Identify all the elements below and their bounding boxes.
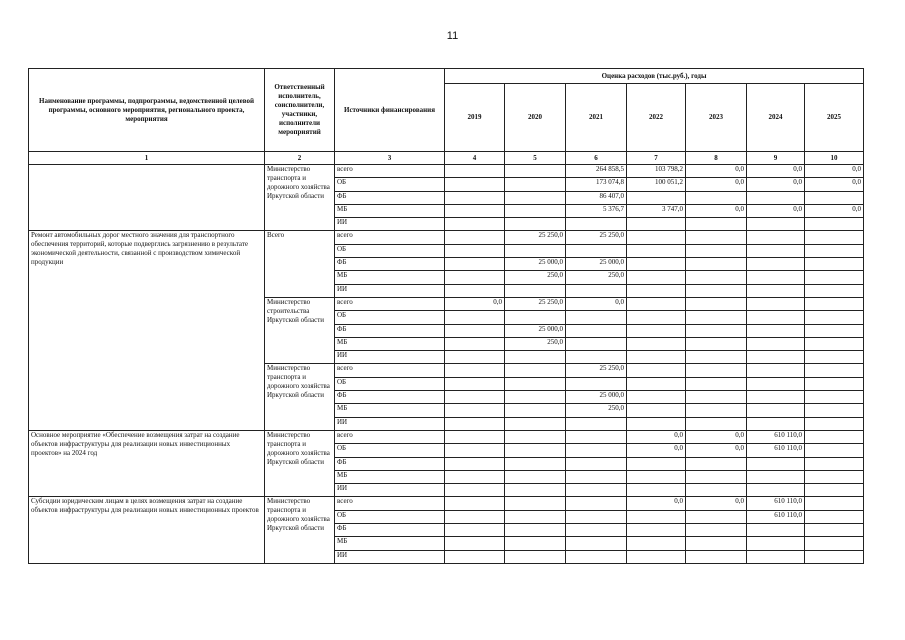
value-cell	[566, 524, 627, 537]
table-row	[29, 430, 864, 443]
table-header	[29, 69, 864, 165]
value-cell	[445, 404, 505, 417]
value-cell: 610 110,0	[747, 497, 805, 510]
value-cell: 0,0	[805, 178, 864, 191]
value-cell	[686, 417, 747, 430]
value-cell	[627, 191, 686, 204]
column-number: 7	[627, 152, 686, 165]
funding-source-cell: ФБ	[335, 258, 445, 271]
funding-source-cell: ФБ	[335, 324, 445, 337]
executor-cell: Министерство транспорта и дорожного хозяйства Иркутской области	[265, 165, 335, 231]
value-cell: 264 858,5	[566, 165, 627, 178]
value-cell	[505, 444, 566, 457]
value-cell	[627, 457, 686, 470]
value-cell	[445, 324, 505, 337]
value-cell	[805, 218, 864, 231]
value-cell: 25 000,0	[566, 391, 627, 404]
value-cell	[627, 364, 686, 377]
column-number: 9	[747, 152, 805, 165]
value-cell	[747, 351, 805, 364]
value-cell: 250,0	[505, 271, 566, 284]
value-cell	[805, 231, 864, 244]
value-cell	[445, 165, 505, 178]
column-number: 2	[265, 152, 335, 165]
executor-cell: Министерство транспорта и дорожного хозяйства Иркутской области	[265, 364, 335, 430]
value-cell	[505, 311, 566, 324]
value-cell: 173 074,8	[566, 178, 627, 191]
value-cell: 0,0	[686, 165, 747, 178]
funding-source-cell: всего	[335, 430, 445, 443]
value-cell	[686, 377, 747, 390]
value-cell	[747, 231, 805, 244]
value-cell	[627, 391, 686, 404]
value-cell: 0,0	[566, 297, 627, 310]
value-cell	[747, 271, 805, 284]
value-cell: 0,0	[686, 444, 747, 457]
value-cell	[805, 497, 864, 510]
value-cell	[627, 550, 686, 563]
value-cell	[445, 537, 505, 550]
value-cell: 0,0	[445, 297, 505, 310]
value-cell	[805, 258, 864, 271]
value-cell	[627, 231, 686, 244]
value-cell	[445, 204, 505, 217]
value-cell	[686, 258, 747, 271]
value-cell: 0,0	[686, 497, 747, 510]
value-cell	[805, 524, 864, 537]
value-cell	[505, 550, 566, 563]
value-cell	[627, 337, 686, 350]
value-cell	[445, 417, 505, 430]
value-cell	[805, 191, 864, 204]
value-cell	[686, 391, 747, 404]
value-cell	[686, 537, 747, 550]
page-number: 11	[446, 30, 459, 42]
value-cell	[566, 470, 627, 483]
program-name-cell: Ремонт автомобильных дорог местного значения для транспортного обеспечения территорий, которые подверглись загрязнению в результате экономической деятельности, связанной с производством химической продукции	[29, 231, 265, 430]
header-year: 2025	[805, 84, 864, 152]
value-cell: 610 110,0	[747, 430, 805, 443]
value-cell	[566, 311, 627, 324]
value-cell	[747, 297, 805, 310]
value-cell	[747, 191, 805, 204]
column-number: 4	[445, 152, 505, 165]
value-cell: 250,0	[566, 404, 627, 417]
funding-source-cell: ИИ	[335, 550, 445, 563]
value-cell: 0,0	[686, 204, 747, 217]
value-cell: 0,0	[805, 165, 864, 178]
value-cell	[445, 271, 505, 284]
value-cell	[627, 351, 686, 364]
value-cell	[505, 364, 566, 377]
value-cell: 5 376,7	[566, 204, 627, 217]
value-cell: 0,0	[627, 444, 686, 457]
value-cell	[505, 470, 566, 483]
value-cell	[747, 377, 805, 390]
funding-source-cell: МБ	[335, 404, 445, 417]
value-cell	[627, 510, 686, 523]
funding-source-cell: МБ	[335, 337, 445, 350]
header-year: 2023	[686, 84, 747, 152]
value-cell	[627, 218, 686, 231]
value-cell	[505, 244, 566, 257]
value-cell	[805, 351, 864, 364]
value-cell	[805, 430, 864, 443]
column-number-row	[29, 152, 864, 165]
value-cell	[805, 470, 864, 483]
value-cell	[445, 510, 505, 523]
funding-source-cell: ИИ	[335, 484, 445, 497]
value-cell	[566, 430, 627, 443]
budget-table	[28, 68, 864, 564]
value-cell	[505, 457, 566, 470]
value-cell	[747, 417, 805, 430]
value-cell	[747, 324, 805, 337]
value-cell	[805, 297, 864, 310]
value-cell	[566, 218, 627, 231]
value-cell	[747, 457, 805, 470]
header-year: 2020	[505, 84, 566, 152]
value-cell	[686, 351, 747, 364]
value-cell	[686, 510, 747, 523]
funding-source-cell: всего	[335, 364, 445, 377]
value-cell	[505, 165, 566, 178]
funding-source-cell: ОБ	[335, 244, 445, 257]
value-cell: 25 250,0	[505, 297, 566, 310]
value-cell	[505, 191, 566, 204]
value-cell	[505, 524, 566, 537]
value-cell	[505, 178, 566, 191]
funding-source-cell: ИИ	[335, 284, 445, 297]
value-cell: 25 000,0	[566, 258, 627, 271]
value-cell	[505, 218, 566, 231]
funding-source-cell: ОБ	[335, 444, 445, 457]
value-cell: 0,0	[747, 165, 805, 178]
value-cell	[686, 244, 747, 257]
value-cell	[445, 311, 505, 324]
funding-source-cell: ОБ	[335, 377, 445, 390]
value-cell	[505, 204, 566, 217]
value-cell	[445, 178, 505, 191]
value-cell	[805, 444, 864, 457]
funding-source-cell: всего	[335, 297, 445, 310]
value-cell	[747, 537, 805, 550]
value-cell	[686, 550, 747, 563]
value-cell	[566, 484, 627, 497]
value-cell	[566, 337, 627, 350]
value-cell	[505, 510, 566, 523]
value-cell: 3 747,0	[627, 204, 686, 217]
table-row	[29, 165, 864, 178]
value-cell	[747, 337, 805, 350]
value-cell	[747, 284, 805, 297]
value-cell	[566, 377, 627, 390]
funding-source-cell: ФБ	[335, 457, 445, 470]
value-cell: 0,0	[686, 178, 747, 191]
value-cell	[627, 417, 686, 430]
value-cell	[445, 430, 505, 443]
value-cell	[805, 404, 864, 417]
value-cell	[566, 417, 627, 430]
value-cell	[805, 457, 864, 470]
value-cell	[747, 391, 805, 404]
value-cell: 86 407,0	[566, 191, 627, 204]
value-cell	[627, 311, 686, 324]
value-cell	[627, 297, 686, 310]
value-cell	[805, 244, 864, 257]
value-cell	[747, 524, 805, 537]
value-cell	[566, 444, 627, 457]
value-cell	[445, 497, 505, 510]
funding-source-cell: МБ	[335, 204, 445, 217]
value-cell: 250,0	[505, 337, 566, 350]
header-year: 2021	[566, 84, 627, 152]
funding-source-cell: всего	[335, 231, 445, 244]
value-cell	[686, 404, 747, 417]
value-cell	[445, 337, 505, 350]
value-cell: 0,0	[747, 178, 805, 191]
value-cell	[747, 218, 805, 231]
value-cell: 0,0	[627, 430, 686, 443]
program-name-cell	[29, 165, 265, 231]
value-cell	[805, 364, 864, 377]
value-cell	[805, 417, 864, 430]
column-number: 5	[505, 152, 566, 165]
value-cell: 0,0	[627, 497, 686, 510]
value-cell: 25 250,0	[505, 231, 566, 244]
value-cell	[445, 444, 505, 457]
value-cell	[747, 364, 805, 377]
value-cell	[747, 470, 805, 483]
value-cell: 103 798,2	[627, 165, 686, 178]
funding-source-cell: ОБ	[335, 510, 445, 523]
value-cell	[445, 258, 505, 271]
value-cell	[445, 524, 505, 537]
value-cell	[747, 484, 805, 497]
column-number: 8	[686, 152, 747, 165]
header-name: Наименование программы, подпрограммы, ведомственной целевой программы, основного мероприятия, регионального проекта, мероприятия	[29, 69, 265, 152]
value-cell: 0,0	[686, 430, 747, 443]
value-cell	[627, 404, 686, 417]
value-cell	[805, 271, 864, 284]
value-cell	[627, 244, 686, 257]
value-cell	[445, 244, 505, 257]
executor-cell: Министерство транспорта и дорожного хозяйства Иркутской области	[265, 430, 335, 496]
value-cell	[686, 218, 747, 231]
value-cell	[686, 524, 747, 537]
value-cell	[627, 258, 686, 271]
value-cell	[627, 271, 686, 284]
value-cell	[445, 457, 505, 470]
value-cell	[445, 550, 505, 563]
value-cell	[505, 417, 566, 430]
funding-source-cell: ОБ	[335, 178, 445, 191]
value-cell	[686, 484, 747, 497]
value-cell: 25 250,0	[566, 364, 627, 377]
table-row	[29, 497, 864, 510]
header-year: 2019	[445, 84, 505, 152]
value-cell	[805, 537, 864, 550]
column-number: 3	[335, 152, 445, 165]
value-cell	[445, 470, 505, 483]
value-cell	[566, 284, 627, 297]
value-cell: 610 110,0	[747, 444, 805, 457]
value-cell: 25 000,0	[505, 324, 566, 337]
value-cell	[805, 391, 864, 404]
value-cell	[686, 271, 747, 284]
value-cell	[805, 324, 864, 337]
funding-source-cell: всего	[335, 165, 445, 178]
value-cell: 0,0	[747, 204, 805, 217]
value-cell	[686, 337, 747, 350]
funding-source-cell: МБ	[335, 537, 445, 550]
table-row	[29, 231, 864, 244]
value-cell	[445, 351, 505, 364]
funding-source-cell: ФБ	[335, 391, 445, 404]
value-cell	[566, 537, 627, 550]
value-cell	[445, 218, 505, 231]
value-cell	[566, 351, 627, 364]
value-cell	[566, 510, 627, 523]
value-cell	[805, 484, 864, 497]
value-cell	[505, 497, 566, 510]
header-sources: Источники финансирования	[335, 69, 445, 152]
funding-source-cell: ИИ	[335, 351, 445, 364]
value-cell	[505, 404, 566, 417]
funding-source-cell: ОБ	[335, 311, 445, 324]
value-cell	[627, 377, 686, 390]
funding-source-cell: МБ	[335, 271, 445, 284]
value-cell	[686, 457, 747, 470]
value-cell	[505, 430, 566, 443]
executor-cell: Министерство строительства Иркутской области	[265, 297, 335, 363]
value-cell	[566, 497, 627, 510]
value-cell	[686, 324, 747, 337]
funding-source-cell: МБ	[335, 470, 445, 483]
value-cell	[566, 244, 627, 257]
header-year: 2022	[627, 84, 686, 152]
value-cell	[747, 244, 805, 257]
value-cell	[805, 377, 864, 390]
column-number: 6	[566, 152, 627, 165]
value-cell	[445, 231, 505, 244]
value-cell	[747, 311, 805, 324]
value-cell	[805, 337, 864, 350]
value-cell	[747, 550, 805, 563]
value-cell	[505, 351, 566, 364]
value-cell	[505, 377, 566, 390]
value-cell	[686, 311, 747, 324]
value-cell	[627, 537, 686, 550]
executor-cell: Министерство транспорта и дорожного хозяйства Иркутской области	[265, 497, 335, 563]
value-cell	[445, 377, 505, 390]
value-cell	[566, 324, 627, 337]
value-cell	[627, 470, 686, 483]
value-cell	[627, 284, 686, 297]
value-cell	[445, 191, 505, 204]
value-cell	[445, 484, 505, 497]
value-cell	[805, 311, 864, 324]
funding-source-cell: ФБ	[335, 191, 445, 204]
value-cell	[505, 484, 566, 497]
value-cell	[445, 284, 505, 297]
value-cell: 25 250,0	[566, 231, 627, 244]
value-cell: 610 110,0	[747, 510, 805, 523]
value-cell	[627, 324, 686, 337]
value-cell	[686, 297, 747, 310]
column-number: 1	[29, 152, 265, 165]
funding-source-cell: ИИ	[335, 218, 445, 231]
header-year: 2024	[747, 84, 805, 152]
value-cell	[747, 258, 805, 271]
funding-source-cell: ФБ	[335, 524, 445, 537]
value-cell	[686, 470, 747, 483]
program-name-cell: Основное мероприятие «Обеспечение возмещения затрат на создание объектов инфраструктуры для реализации новых инвестиционных проектов» на 2024 год	[29, 430, 265, 496]
funding-source-cell: ИИ	[335, 417, 445, 430]
funding-source-cell: всего	[335, 497, 445, 510]
value-cell	[566, 457, 627, 470]
value-cell	[445, 391, 505, 404]
table-body	[29, 165, 864, 564]
header-executor: Ответственный исполнитель, соисполнители, участники, исполнители мероприятий	[265, 69, 335, 152]
value-cell	[686, 191, 747, 204]
value-cell	[445, 364, 505, 377]
program-name-cell: Субсидии юридическим лицам в целях возмещения затрат на создание объектов инфраструктуры для реализации новых инвестиционных проектов	[29, 497, 265, 563]
value-cell	[505, 537, 566, 550]
value-cell	[505, 284, 566, 297]
value-cell	[805, 550, 864, 563]
value-cell	[686, 364, 747, 377]
value-cell: 0,0	[805, 204, 864, 217]
value-cell	[505, 391, 566, 404]
value-cell	[686, 231, 747, 244]
value-cell	[805, 284, 864, 297]
value-cell: 25 000,0	[505, 258, 566, 271]
column-number: 10	[805, 152, 864, 165]
value-cell	[566, 550, 627, 563]
value-cell: 100 051,2	[627, 178, 686, 191]
value-cell	[805, 510, 864, 523]
value-cell: 250,0	[566, 271, 627, 284]
executor-cell: Всего	[265, 231, 335, 297]
header-estimate: Оценка расходов (тыс.руб.), годы	[445, 69, 864, 84]
value-cell	[627, 484, 686, 497]
value-cell	[747, 404, 805, 417]
value-cell	[627, 524, 686, 537]
value-cell	[686, 284, 747, 297]
